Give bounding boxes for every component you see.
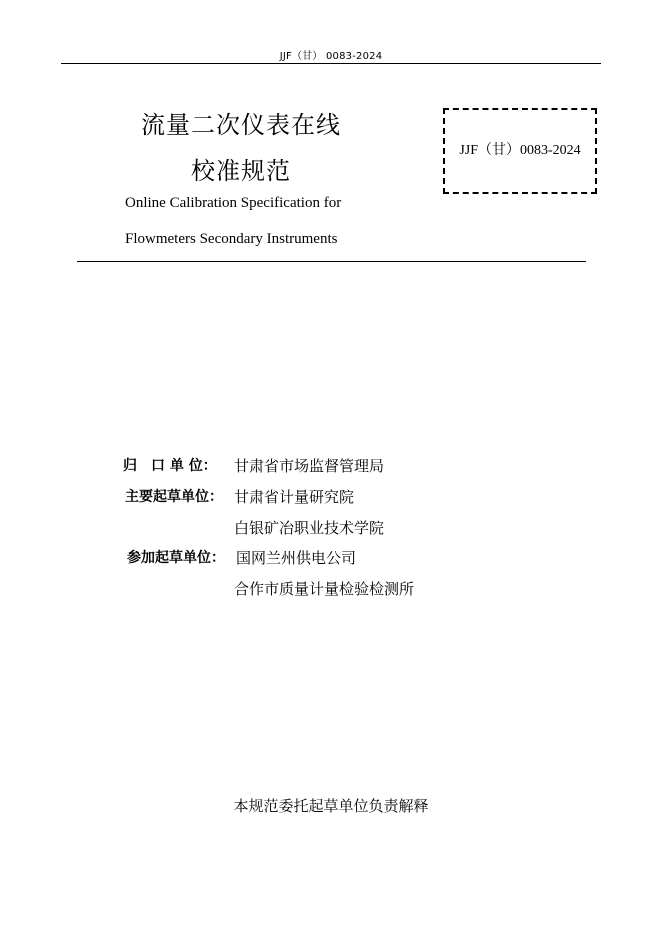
title-rule (77, 261, 586, 262)
english-title-line-1: Online Calibration Specification for (125, 195, 342, 211)
participating-unit-value-1: 国网兰州供电公司 (236, 549, 357, 567)
main-drafting-unit-value-2: 白银矿冶职业技术学院 (234, 519, 385, 537)
participating-unit-label: 参加起草单位： (127, 550, 225, 566)
main-drafting-unit-value-1: 甘肃省计量研究院 (234, 488, 355, 506)
header-rule (61, 63, 601, 64)
chinese-title-line-2: 校准规范 (191, 157, 291, 185)
running-header: JJF（甘） 0083-2024 (279, 51, 383, 62)
specification-code: JJF（甘）0083-2024 (459, 143, 581, 158)
administering-unit-label: 归 口 单 位： (123, 458, 217, 474)
participating-unit-value-2: 合作市质量计量检验检测所 (234, 580, 415, 598)
specification-code-box (443, 108, 597, 194)
administering-unit-value: 甘肃省市场监督管理局 (234, 457, 385, 475)
english-title-line-2: Flowmeters Secondary Instruments (125, 231, 338, 247)
main-drafting-unit-label: 主要起草单位： (125, 489, 223, 505)
chinese-title-line-1: 流量二次仪表在线 (141, 111, 341, 139)
interpretation-note: 本规范委托起草单位负责解释 (233, 797, 429, 815)
